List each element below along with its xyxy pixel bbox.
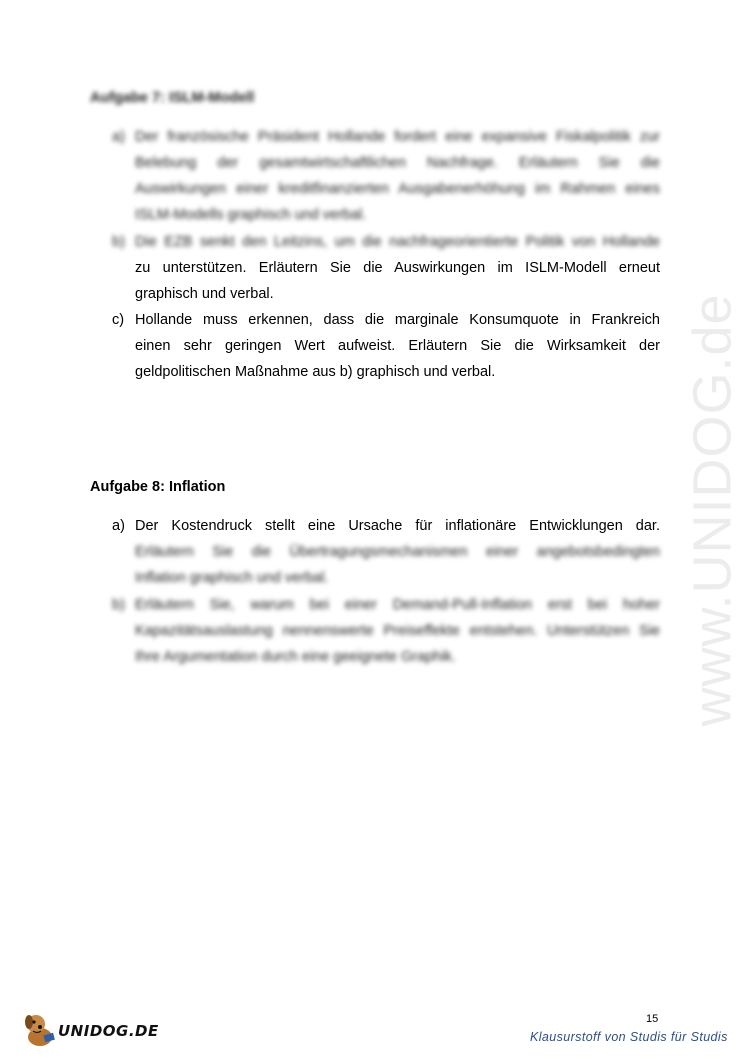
watermark: www.UNIDOG.de [683, 293, 743, 727]
item-label: a) [112, 129, 125, 145]
text-line: Auswirkungen einer kreditfinanzierten Ausgabenerhöhung im Rahmen eines [135, 181, 660, 197]
text-line: Ihre Argumentation durch eine geeignete Graphik. [135, 649, 456, 665]
task-8-heading: Aufgabe 8: Inflation [90, 479, 226, 495]
item-label: b) [112, 597, 125, 613]
task-7-a [112, 124, 660, 228]
text-line: geldpolitischen Maßnahme aus b) graphisch und verbal. [135, 364, 496, 380]
text-line: Hollande muss erkennen, dass die marginale Konsumquote in Frankreich [135, 312, 660, 328]
task-7-b [112, 229, 660, 307]
text-line: Der französische Präsident Hollande fordert eine expansive Fiskalpolitik zur [135, 129, 660, 145]
text-line: Kapazitätsauslastung nennenswerte Preiseffekte entstehen. Unterstützen Sie [135, 623, 660, 639]
item-label: a) [112, 518, 125, 534]
text-line: ISLM-Modells graphisch und verbal. [135, 207, 367, 223]
text-line: Die EZB senkt den Leitzins, um die nachfrageorientierte Politik von Hollande [135, 234, 660, 250]
text-line: Inflation graphisch und verbal. [135, 570, 329, 586]
text-line: einen sehr geringen Wert aufweist. Erläutern Sie die Wirksamkeit der [135, 338, 660, 354]
unidog-logo[interactable] [20, 1010, 160, 1050]
task-8-b [112, 592, 660, 670]
footer-tagline: Klausurstoff von Studis für Studis [530, 1030, 728, 1044]
dog-icon [20, 1010, 60, 1050]
text-line: Der Kostendruck stellt eine Ursache für inflationäre Entwicklungen dar. [135, 518, 660, 534]
task-7-heading: Aufgabe 7: ISLM-Modell [90, 90, 255, 106]
item-label: b) [112, 234, 125, 250]
text-line: zu unterstützen. Erläutern Sie die Auswirkungen im ISLM-Modell erneut [135, 260, 660, 276]
text-line: Erläutern Sie die Übertragungsmechanismen einer angebotsbedingten [135, 544, 660, 560]
text-line: graphisch und verbal. [135, 286, 274, 302]
task-7-c [112, 307, 660, 385]
page-number: 15 [646, 1013, 659, 1025]
task-8-a [112, 513, 660, 591]
item-label: c) [112, 312, 125, 328]
text-line: Belebung der gesamtwirtschaftlichen Nachfrage. Erläutern Sie die [135, 155, 660, 171]
text-line: Erläutern Sie, warum bei einer Demand-Pull-Inflation erst bei hoher [135, 597, 660, 613]
logo-text: UNIDOG.DE [58, 1022, 159, 1040]
